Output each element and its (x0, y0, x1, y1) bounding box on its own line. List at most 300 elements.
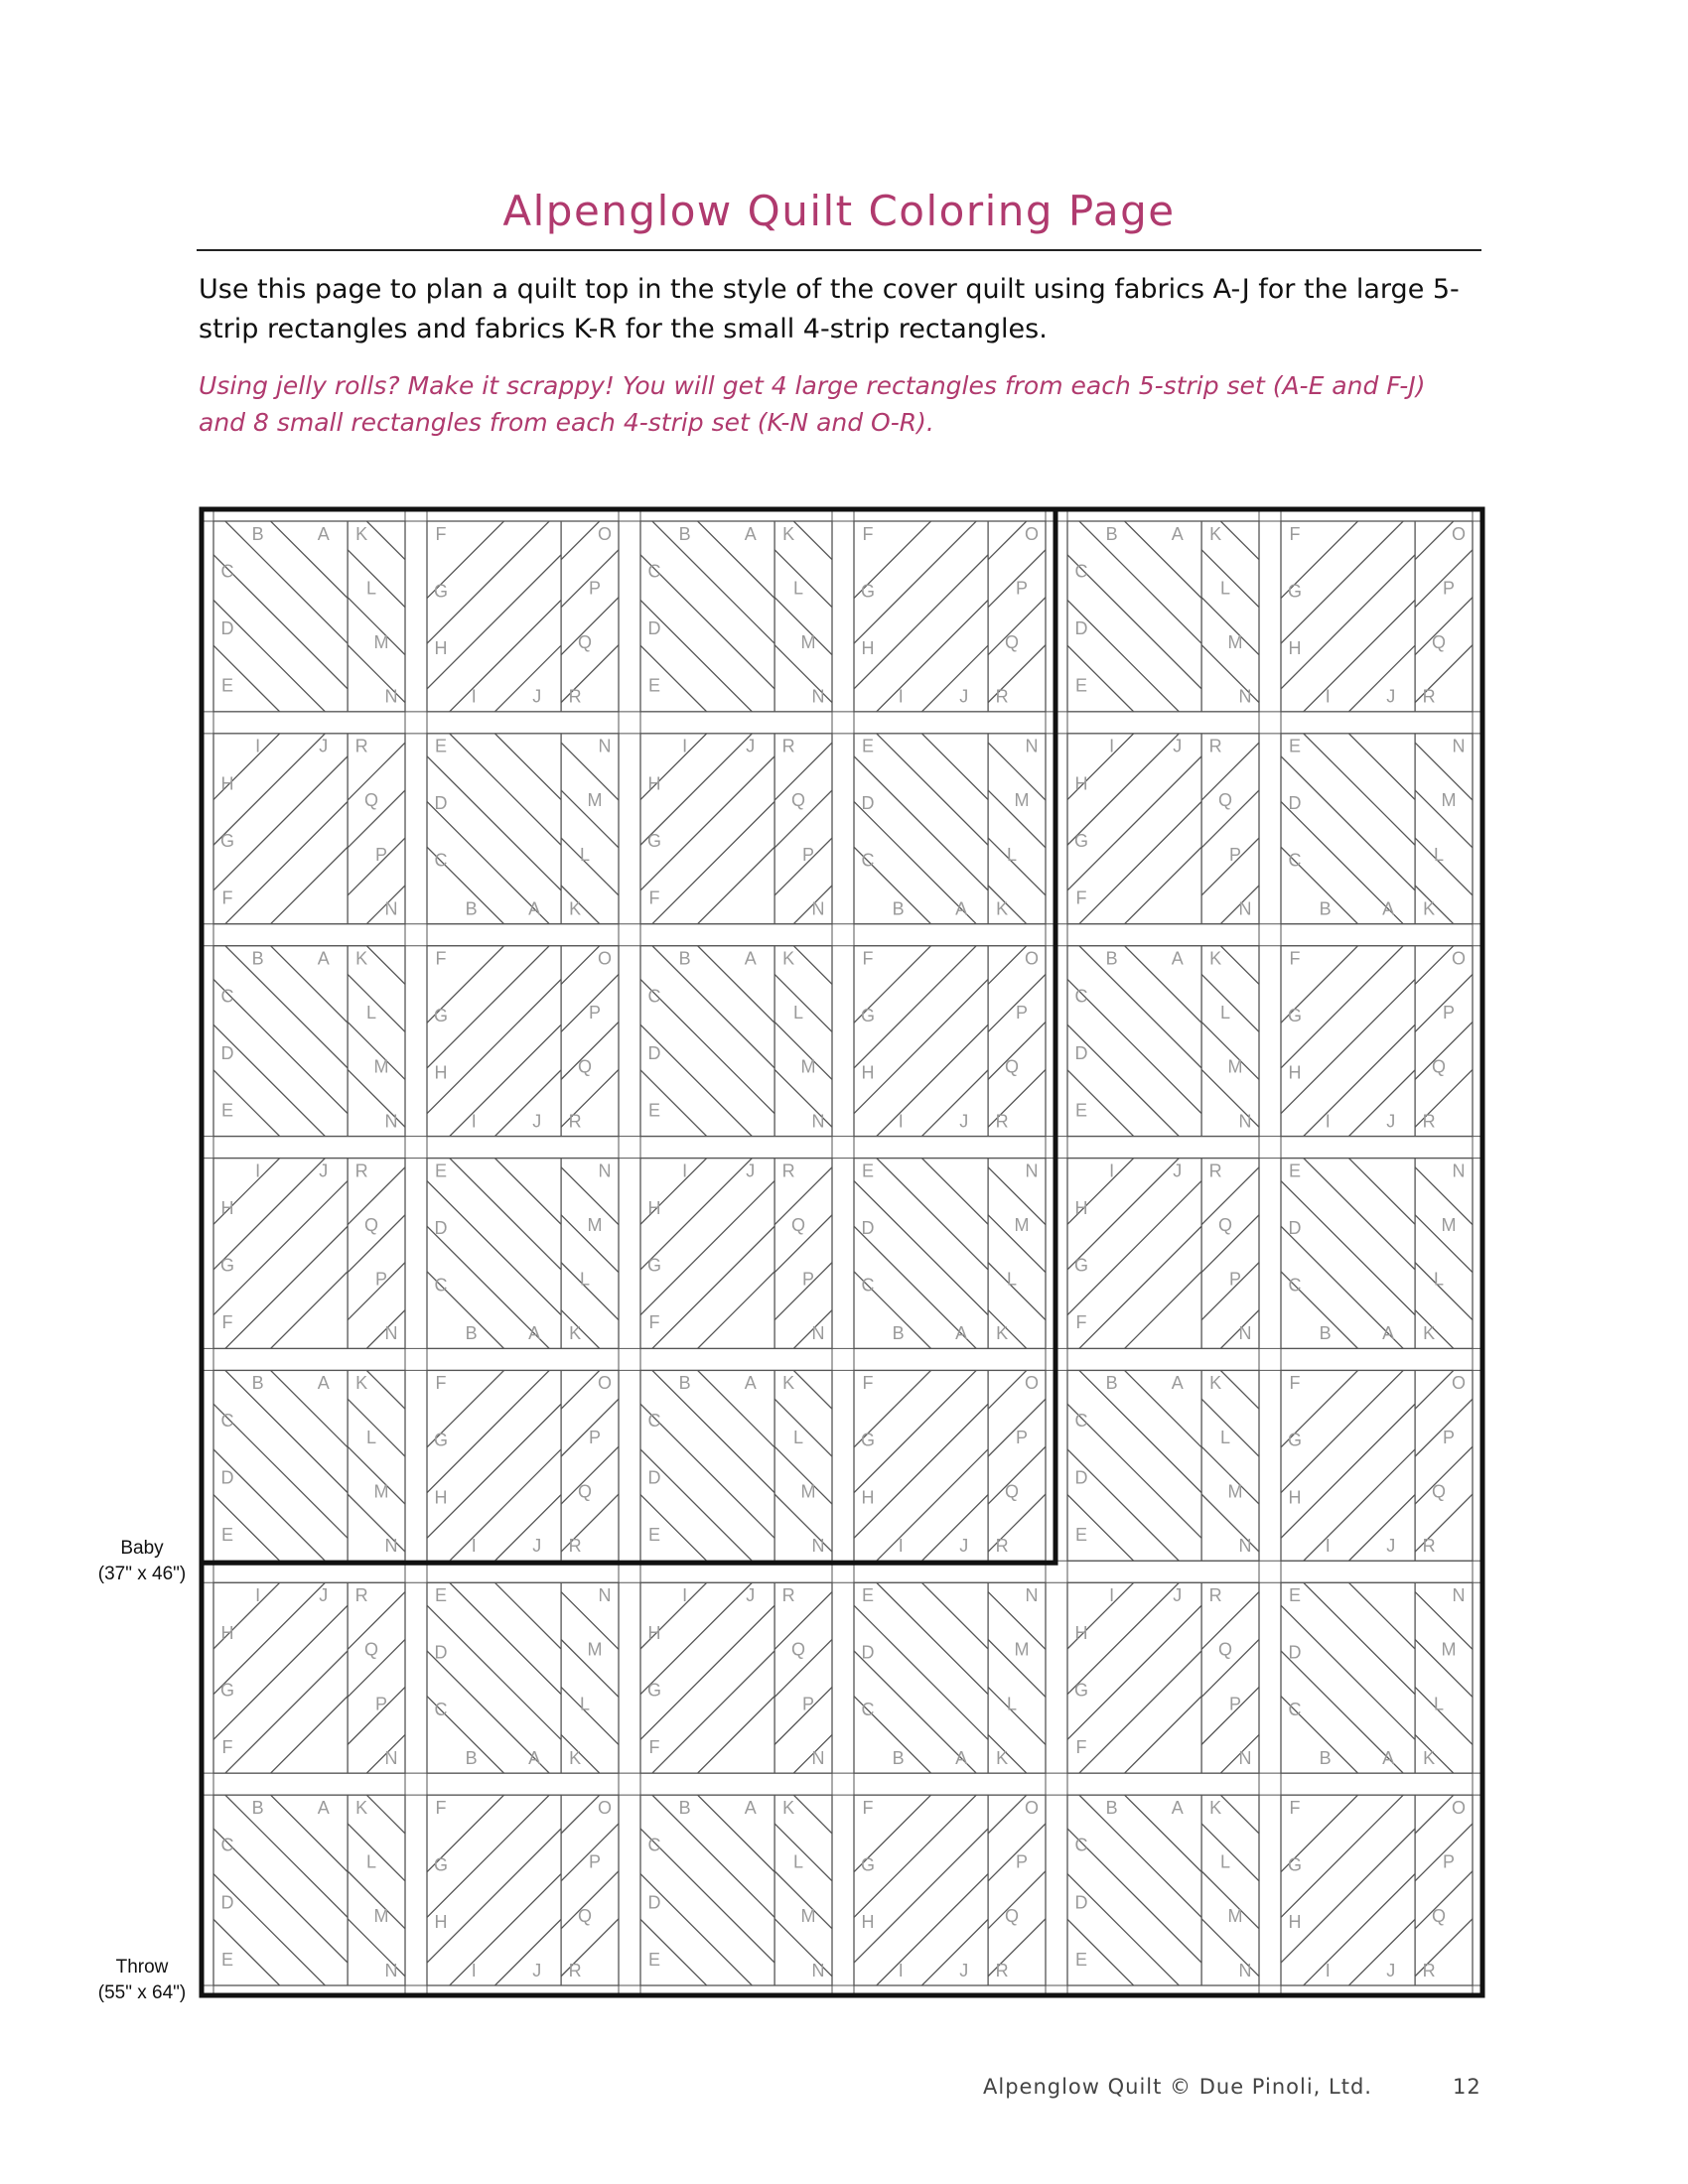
fabric-letter: E (1074, 1949, 1088, 1970)
fabric-letter: H (220, 1622, 234, 1643)
fabric-letter: E (220, 1100, 234, 1121)
fabric-letter: L (580, 844, 591, 865)
fabric-letter: R (568, 1536, 582, 1557)
fabric-letter: I (682, 736, 688, 756)
intro-text: Use this page to plan a quilt top in the style of the cover quilt using fabrics A-J for the large 5-strip rectangles and fabrics K-R for the small 4-strip rectangles. (199, 274, 1460, 344)
strip-group (854, 1090, 988, 1406)
fabric-letter: G (1287, 1854, 1303, 1875)
fabric-letter: A (1171, 523, 1184, 544)
fabric-letter: M (1014, 1639, 1030, 1660)
quilt-block (1281, 1313, 1473, 1629)
fabric-letter: H (1074, 1622, 1088, 1643)
fabric-letter: G (219, 830, 235, 851)
block-outline (640, 946, 832, 1137)
seam-line (1281, 1829, 1415, 1963)
fabric-letter: J (1386, 686, 1396, 707)
fabric-letter: O (597, 1373, 613, 1394)
fabric-letter: Q (791, 1214, 806, 1235)
fabric-letter: L (1007, 1269, 1018, 1290)
fabric-letter: B (251, 523, 264, 544)
fabric-letter: D (861, 1642, 875, 1663)
fabric-letter: I (1325, 1960, 1331, 1980)
fabric-letter: M (1014, 1214, 1030, 1235)
seam-line (854, 1136, 988, 1270)
fabric-letter: A (955, 898, 968, 919)
fabric-letter: L (580, 1694, 591, 1714)
fabric-letter: G (860, 1006, 876, 1026)
strip-group (640, 1090, 774, 1406)
strip-group (1067, 665, 1201, 981)
fabric-letter: E (434, 1160, 448, 1181)
fabric-letter: F (648, 887, 660, 908)
strip-group (1067, 1515, 1201, 1831)
fabric-letter: N (1452, 1585, 1466, 1606)
block-outline (1067, 1582, 1259, 1773)
fabric-letter: D (1074, 1892, 1088, 1913)
fabric-letter: H (220, 773, 234, 794)
fabric-letter: M (800, 1481, 816, 1502)
fabric-letter: D (220, 1042, 234, 1063)
quilt-block (213, 1738, 405, 2054)
fabric-letter: A (744, 1797, 757, 1818)
seam-line (427, 555, 561, 689)
quilt-block (854, 1313, 1046, 1629)
fabric-letter: P (1229, 1269, 1242, 1290)
seam-line (1281, 934, 1415, 1068)
block-outline (213, 521, 405, 712)
fabric-letter: G (433, 1006, 449, 1026)
fabric-letter: I (898, 1536, 904, 1557)
quilt-block (427, 1090, 619, 1406)
fabric-letter: P (802, 844, 815, 865)
fabric-letter: Q (578, 1056, 593, 1077)
fabric-letter: L (1007, 1694, 1018, 1714)
fabric-letter: R (354, 1585, 368, 1606)
fabric-letter: H (1288, 1487, 1302, 1508)
block-outline (1067, 521, 1259, 712)
fabric-letter: F (435, 948, 447, 969)
fabric-letter: C (220, 1410, 234, 1431)
fabric-letter: M (800, 631, 816, 652)
fabric-letter: L (793, 1851, 804, 1872)
fabric-letter: E (1074, 1525, 1088, 1546)
fabric-letter: F (862, 1797, 874, 1818)
fabric-letter: A (744, 1373, 757, 1394)
fabric-letter: F (1075, 887, 1087, 908)
fabric-letter: Q (791, 1639, 806, 1660)
fabric-letter: A (744, 948, 757, 969)
fabric-letter: R (354, 736, 368, 756)
fabric-letter: P (1443, 1003, 1456, 1024)
fabric-letter: A (317, 523, 330, 544)
seam-line (427, 1070, 561, 1204)
fabric-letter: I (682, 1160, 688, 1181)
fabric-letter: L (1434, 844, 1445, 865)
fabric-letter: H (434, 1062, 448, 1083)
fabric-letter: N (598, 1585, 612, 1606)
seam-line (854, 888, 988, 1026)
fabric-letter: N (1238, 686, 1252, 707)
fabric-letter: N (1452, 736, 1466, 756)
fabric-letter: P (1443, 1427, 1456, 1447)
fabric-letter: F (862, 523, 874, 544)
fabric-letter: Q (364, 1214, 379, 1235)
quilt-block (1281, 665, 1473, 981)
seam-line (1281, 1024, 1415, 1159)
seam-line (640, 1070, 774, 1204)
seam-line (1281, 1495, 1415, 1629)
fabric-letter: F (1289, 948, 1301, 969)
block-outline (640, 1159, 832, 1349)
fabric-letter: O (1451, 1797, 1467, 1818)
fabric-letter: F (221, 1312, 233, 1333)
fabric-letter: P (1443, 1851, 1456, 1872)
seam-line (854, 1070, 988, 1204)
seam-line (1281, 600, 1415, 734)
seam-line (1281, 1874, 1415, 2008)
fabric-letter: I (898, 1960, 904, 1980)
fabric-letter: Q (1005, 1481, 1020, 1502)
seam-line (213, 1651, 348, 1785)
seam-line (427, 645, 561, 779)
fabric-letter: J (532, 686, 542, 707)
fabric-letter: A (528, 898, 541, 919)
fabric-letter: I (1109, 736, 1115, 756)
fabric-letter: A (528, 1323, 541, 1344)
fabric-letter: A (1382, 1323, 1395, 1344)
fabric-letter: D (220, 1467, 234, 1488)
quilt-block (1281, 1090, 1473, 1406)
fabric-letter: O (1024, 1797, 1040, 1818)
seam-line (427, 600, 561, 734)
fabric-letter: H (861, 1062, 875, 1083)
fabric-letter: P (589, 1427, 602, 1447)
fabric-letter: G (219, 1255, 235, 1276)
fabric-letter: R (781, 736, 795, 756)
fabric-letter: M (587, 1214, 603, 1235)
fabric-letter: O (597, 1797, 613, 1818)
seam-line (854, 711, 988, 845)
fabric-letter: Q (578, 1906, 593, 1927)
fabric-letter: N (811, 686, 825, 707)
seam-line (854, 1919, 988, 2053)
fabric-letter: I (1109, 1160, 1115, 1181)
strip-group (1067, 1090, 1201, 1406)
fabric-letter: N (1238, 1536, 1252, 1557)
seam-line (640, 801, 774, 935)
fabric-letter: B (251, 948, 264, 969)
seam-line (1281, 1561, 1415, 1695)
fabric-letter: M (1441, 1214, 1457, 1235)
seam-line (427, 1313, 561, 1447)
fabric-letter: P (589, 1003, 602, 1024)
fabric-letter: F (221, 1736, 233, 1757)
fabric-letter: N (384, 898, 398, 919)
block-outline (213, 1159, 405, 1349)
fabric-letter: R (995, 1960, 1009, 1980)
seam-line (1281, 888, 1415, 1026)
strip-group (427, 1090, 561, 1406)
block-outline (1067, 734, 1259, 924)
fabric-letter: I (471, 1536, 477, 1557)
fabric-letter: I (471, 1960, 477, 1980)
fabric-letter: H (434, 1487, 448, 1508)
fabric-letter: C (1288, 1700, 1302, 1720)
fabric-letter: F (1075, 1736, 1087, 1757)
fabric-letter: R (1208, 1585, 1222, 1606)
seam-line (213, 801, 348, 935)
fabric-letter: M (587, 790, 603, 811)
fabric-letter: Q (578, 631, 593, 652)
strip-group (1281, 1090, 1415, 1406)
seam-line (213, 1070, 348, 1204)
fabric-letter: R (781, 1585, 795, 1606)
fabric-letter: G (646, 1680, 662, 1701)
block-outline (640, 1582, 832, 1773)
quilt-block (213, 1313, 405, 1629)
fabric-letter: K (1423, 1747, 1436, 1768)
fabric-letter: D (1074, 1467, 1088, 1488)
fabric-letter: E (1074, 1100, 1088, 1121)
fabric-letter: J (959, 1960, 969, 1980)
fabric-letter: C (647, 1410, 661, 1431)
fabric-letter: I (471, 1111, 477, 1132)
fabric-letter: F (435, 1797, 447, 1818)
fabric-letter: P (1016, 1851, 1029, 1872)
block-outline (640, 521, 832, 712)
block-outline (1067, 1159, 1259, 1349)
fabric-letter: D (647, 618, 661, 639)
fabric-letter: K (569, 1747, 582, 1768)
seam-line (427, 1404, 561, 1538)
fabric-letter: G (646, 830, 662, 851)
seam-line (427, 934, 561, 1068)
strip-group (1281, 1515, 1415, 1831)
fabric-letter: H (861, 637, 875, 658)
fabric-letter: N (1238, 1747, 1252, 1768)
fabric-letter: K (996, 1323, 1009, 1344)
quilt-block (1281, 1515, 1473, 1831)
fabric-letter: R (995, 1536, 1009, 1557)
fabric-letter: N (1025, 1585, 1039, 1606)
fabric-letter: J (319, 736, 329, 756)
fabric-letter: P (589, 578, 602, 599)
fabric-letter: E (1074, 675, 1088, 696)
fabric-letter: B (1319, 1747, 1332, 1768)
fabric-letter: H (861, 1912, 875, 1933)
block-outline (213, 1795, 405, 1985)
quilt-block (1067, 1738, 1259, 2054)
fabric-letter: P (1229, 844, 1242, 865)
fabric-letter: D (861, 1217, 875, 1238)
fabric-letter: B (1105, 523, 1118, 544)
fabric-letter: H (647, 773, 661, 794)
fabric-letter: E (1288, 1160, 1302, 1181)
fabric-letter: K (782, 1797, 795, 1818)
fabric-letter: B (1105, 1797, 1118, 1818)
fabric-letter: G (1073, 1680, 1089, 1701)
seam-line (854, 1359, 988, 1493)
fabric-letter: H (647, 1198, 661, 1219)
fabric-letter: C (1074, 986, 1088, 1007)
fabric-letter: I (898, 686, 904, 707)
fabric-letter: H (1074, 1198, 1088, 1219)
fabric-letter: J (1386, 1536, 1396, 1557)
fabric-letter: M (1227, 1056, 1243, 1077)
fabric-letter: A (317, 1797, 330, 1818)
fabric-letter: C (647, 561, 661, 582)
fabric-letter: K (1423, 898, 1436, 919)
seam-line (427, 1783, 561, 1917)
fabric-letter: F (1289, 523, 1301, 544)
seam-line (1281, 1359, 1415, 1493)
seam-line (1281, 1313, 1415, 1447)
quilt-block (854, 665, 1046, 981)
fabric-letter: D (434, 1217, 448, 1238)
fabric-letter: R (1208, 736, 1222, 756)
fabric-letter: B (465, 1747, 478, 1768)
fabric-letter: O (1024, 948, 1040, 969)
fabric-letter: N (384, 1111, 398, 1132)
fabric-letter: G (1287, 581, 1303, 602)
fabric-letter: J (746, 1160, 756, 1181)
seam-line (427, 980, 561, 1114)
fabric-letter: B (678, 948, 691, 969)
fabric-letter: C (434, 1700, 448, 1720)
quilt-block (427, 888, 619, 1204)
fabric-letter: A (1171, 948, 1184, 969)
fabric-letter: D (1288, 1642, 1302, 1663)
fabric-letter: B (678, 1373, 691, 1394)
fabric-letter: P (589, 1851, 602, 1872)
fabric-letter: K (569, 898, 582, 919)
fabric-letter: H (434, 1912, 448, 1933)
block-outline (213, 1582, 405, 1773)
quilt-block (854, 1738, 1046, 2054)
fabric-letter: B (251, 1373, 264, 1394)
fabric-letter: I (682, 1585, 688, 1606)
fabric-letter: N (384, 1323, 398, 1344)
fabric-letter: N (1025, 736, 1039, 756)
fabric-letter: B (465, 1323, 478, 1344)
fabric-letter: L (1220, 578, 1231, 599)
fabric-letter: H (1288, 637, 1302, 658)
seam-line (1281, 1738, 1415, 1875)
fabric-letter: H (434, 637, 448, 658)
strip-group (213, 665, 348, 981)
page-title: Alpenglow Quilt Coloring Page (502, 187, 1176, 235)
fabric-letter: F (435, 1373, 447, 1394)
seam-line (427, 509, 561, 643)
fabric-letter: Q (1218, 1639, 1233, 1660)
fabric-letter: D (434, 1642, 448, 1663)
fabric-letter: E (861, 1160, 875, 1181)
quilt-block (213, 665, 405, 981)
fabric-letter: P (1016, 1003, 1029, 1024)
fabric-letter: Q (1432, 1906, 1447, 1927)
strip-group (427, 888, 561, 1204)
block-outline (640, 734, 832, 924)
block-outline (1067, 1795, 1259, 1985)
fabric-letter: I (1325, 1536, 1331, 1557)
seam-line (427, 1829, 561, 1963)
fabric-letter: L (366, 578, 377, 599)
seam-line (854, 600, 988, 734)
seam-line (427, 464, 561, 598)
seam-line (854, 1738, 988, 1875)
fabric-letter: P (802, 1269, 815, 1290)
fabric-letter: A (317, 948, 330, 969)
seam-line (1067, 801, 1201, 935)
seam-line (1067, 645, 1201, 779)
fabric-letter: Q (364, 790, 379, 811)
strip-group (427, 665, 561, 981)
fabric-letter: F (1075, 1312, 1087, 1333)
fabric-letter: E (647, 1525, 661, 1546)
fabric-letter: E (647, 1949, 661, 1970)
fabric-letter: H (220, 1198, 234, 1219)
fabric-letter: M (587, 1639, 603, 1660)
fabric-letter: C (647, 986, 661, 1007)
seam-line (854, 1829, 988, 1963)
fabric-letter: G (219, 1680, 235, 1701)
fabric-letter: L (580, 1269, 591, 1290)
fabric-letter: L (1007, 844, 1018, 865)
fabric-letter: N (384, 1536, 398, 1557)
fabric-letter: J (746, 1585, 756, 1606)
fabric-letter: M (1441, 790, 1457, 811)
fabric-letter: B (678, 523, 691, 544)
quilt-block (427, 1313, 619, 1629)
fabric-letter: E (220, 675, 234, 696)
fabric-letter: N (1238, 1111, 1252, 1132)
fabric-letter: C (1288, 850, 1302, 871)
seam-line (1281, 980, 1415, 1114)
fabric-letter: E (1288, 736, 1302, 756)
fabric-letter: A (955, 1323, 968, 1344)
fabric-letter: E (220, 1949, 234, 1970)
fabric-letter: A (1171, 1797, 1184, 1818)
fabric-letter: D (647, 1042, 661, 1063)
seam-line (640, 1919, 774, 2053)
fabric-letter: R (1422, 686, 1436, 707)
fabric-letter: G (433, 581, 449, 602)
fabric-letter: A (955, 1747, 968, 1768)
fabric-letter: J (959, 686, 969, 707)
fabric-letter: R (995, 686, 1009, 707)
block-outline (213, 1370, 405, 1561)
fabric-letter: P (1016, 578, 1029, 599)
page-number: 12 (1453, 2075, 1481, 2099)
fabric-letter: A (528, 1747, 541, 1768)
fabric-letter: J (1173, 1160, 1183, 1181)
fabric-letter: R (1422, 1960, 1436, 1980)
fabric-letter: F (862, 948, 874, 969)
fabric-letter: C (220, 986, 234, 1007)
seam-line (427, 1919, 561, 2053)
fabric-letter: O (597, 523, 613, 544)
fabric-letter: D (220, 618, 234, 639)
fabric-letter: B (1319, 1323, 1332, 1344)
fabric-letter: B (892, 1323, 905, 1344)
fabric-letter: R (568, 1960, 582, 1980)
fabric-letter: M (1227, 1906, 1243, 1927)
fabric-letter: R (568, 686, 582, 707)
seam-line (213, 1919, 348, 2053)
block-outline (1067, 946, 1259, 1137)
fabric-letter: J (1173, 1585, 1183, 1606)
fabric-letter: C (220, 1835, 234, 1855)
